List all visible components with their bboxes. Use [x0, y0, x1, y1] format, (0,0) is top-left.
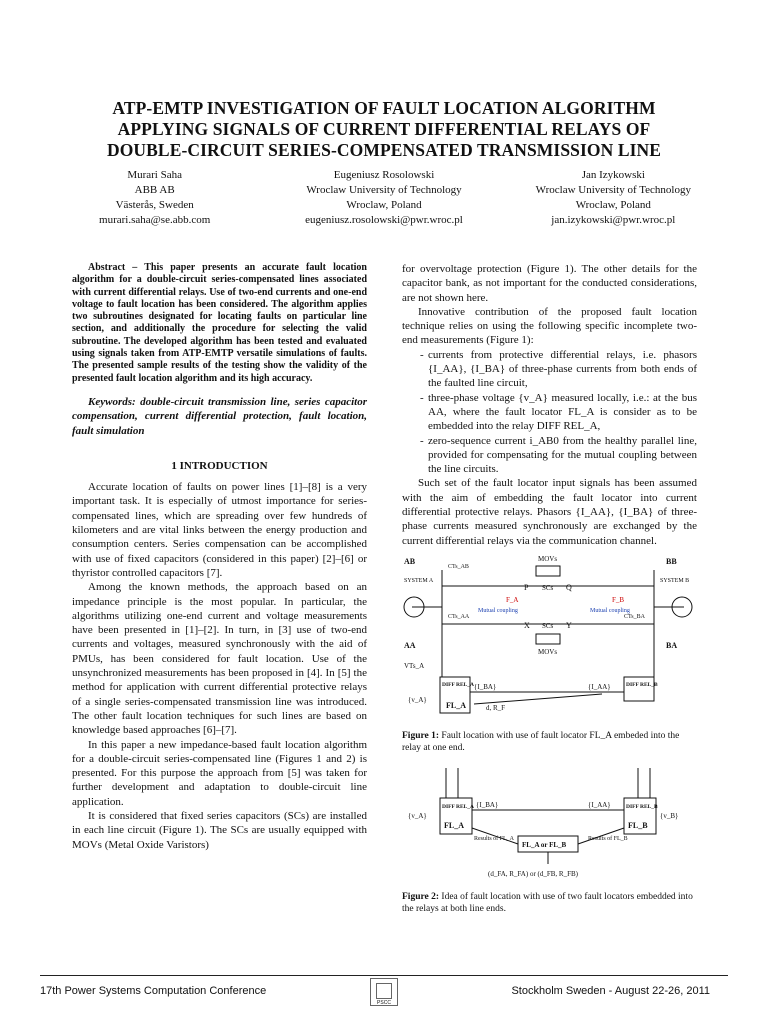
fault-label: F_B: [612, 595, 625, 604]
ct-label: CTs_AB: [448, 563, 469, 570]
coupling-label: Mutual coupling: [590, 607, 630, 614]
system-label: SYSTEM B: [660, 577, 690, 584]
result-label: d, R_F: [486, 703, 506, 712]
paragraph: In this paper a new impedance-based fault location algorithm for a double-circuit series-compensated line (Figures 1 and 2) is presented. For this purpose the approach from [5] was taken for further development and adaptation to double-circuit line application.: [72, 738, 367, 808]
author-3: Jan Izykowski Wroclaw University of Technology Wroclaw, Poland jan.izykowski@pwr.wroc.pl: [535, 169, 691, 226]
list-item: - currents from protective differential relays, i.e. phasors {I_AA}, {I_BA} of three-phase currents from both ends of the faulted line circuit,: [420, 348, 697, 390]
figure-2-caption: Figure 2: Idea of fault location with use of two fault locators embedded into the relays at both line ends.: [402, 891, 693, 914]
node-label: P: [524, 582, 529, 592]
output-label: (d_FA, R_FA) or (d_FB, R_FB): [488, 870, 578, 879]
result-label: Results of FL_A: [474, 836, 515, 843]
footer-conference: 17th Power Systems Computation Conference: [40, 985, 267, 997]
figure-1-caption: Figure 1: Fault location with use of fault locator FL_A embeded into the relay at one end.: [402, 731, 680, 754]
relay-label: DIFF REL_A: [442, 804, 475, 811]
phasor-label: {I_BA}: [474, 682, 497, 691]
result-label: Results of FL_B: [588, 836, 628, 843]
bus-label: BA: [666, 640, 678, 650]
center-label: FL_A or FL_B: [522, 841, 567, 850]
node-label: Y: [566, 620, 572, 630]
figure-1-diagram: [402, 552, 697, 724]
relay-label: DIFF REL_B: [626, 804, 658, 811]
paper-title: ATP-EMTP INVESTIGATION OF FAULT LOCATION ALGORITHM APPLYING SIGNALS OF CURRENT DIFFERENTIAL RELAYS OF DOUBLE-CIRCUIT SERIES-COMPENSATED TRANSMISSION LINE: [106, 98, 662, 160]
footer-location: Stockholm Sweden - August 22-26, 2011: [511, 985, 710, 997]
system-label: SYSTEM A: [404, 577, 434, 584]
ct-label: CTs_BA: [624, 613, 645, 620]
mov-label: MOVs: [538, 554, 558, 563]
voltage-label: {v_A}: [408, 812, 427, 821]
locator-label: FL_A: [446, 700, 466, 710]
voltage-label: {v_B}: [660, 812, 679, 821]
bus-label: AB: [404, 556, 416, 566]
author-2: Eugeniusz Rosolowski Wroclaw University of Technology Wroclaw, Poland eugeniusz.rosolowski@pwr.wroc.pl: [305, 169, 463, 226]
bus-label: AA: [404, 640, 416, 650]
footer-divider: [40, 975, 728, 976]
paragraph: for overvoltage protection (Figure 1). The other details for the capacitor bank, as not important for the conducted considerations, are not shown here.: [402, 263, 697, 304]
mov-label: MOVs: [538, 647, 558, 656]
left-column: [72, 262, 367, 852]
list-item: - zero-sequence current i_AB0 from the healthy parallel line, provided for compensating for the mutual coupling between the line circuits.: [420, 434, 697, 476]
relay-label: DIFF REL_B: [626, 681, 658, 688]
node-label: Q: [566, 582, 572, 592]
sc-label: SCs: [542, 583, 554, 592]
paragraph: Accurate location of faults on power lines [1]–[8] is a very important task. It is especially of utmost importance for series-compensated lines, which are spreading over few hundreds of kilometers and are vital links between the energy production and consumption centers. Series compensation can be accomplished with use of fixed capacitors (considered in this paper) [2]–[6] or thyristor controlled capacitors [7].: [72, 481, 367, 579]
ct-label: CTs_AA: [448, 613, 470, 620]
locator-label: FL_A: [444, 821, 464, 831]
vt-label: VTs_A: [404, 661, 425, 670]
pscc-logo-icon: PSCC: [370, 978, 398, 1006]
author-block: [40, 168, 728, 228]
figure-2-diagram: [402, 758, 697, 884]
node-label: X: [524, 620, 530, 630]
figure-1: [402, 552, 697, 754]
paragraph: Such set of the fault locator input signals has been assumed with the aim of embedding the fault locator into current differential protective relays. Phasors {I_AA}, {I_BA} of three-phase currents measured synchronously are exchanged by the current differential relays via the communication channel.: [402, 477, 697, 547]
paragraph: Innovative contribution of the proposed fault location technique relies on using the following specific incomplete two-end measurements (Figure 1):: [402, 305, 697, 347]
bus-label: BB: [666, 556, 677, 566]
paragraph: It is considered that fixed series capacitors (SCs) are installed in each line circuit (Figure 1). The SCs are usually equipped with MOVs (Metal Oxide Varistors): [72, 809, 367, 851]
locator-label: FL_B: [628, 821, 648, 831]
keywords: Keywords: double-circuit transmission line, series capacitor compensation, current differential protection, fault location, fault simulation: [72, 395, 367, 437]
phasor-label: {I_AA}: [588, 682, 611, 691]
author-1: Murari Saha ABB AB Västerås, Sweden murari.saha@se.abb.com: [99, 169, 211, 226]
voltage-label: {v_A}: [408, 695, 427, 704]
phasor-label: {I_BA}: [476, 801, 499, 810]
section-heading: 1 INTRODUCTION: [171, 459, 268, 472]
relay-label: DIFF REL_A: [442, 681, 475, 688]
sc-label: SCs: [542, 621, 554, 630]
right-column: [402, 262, 697, 915]
abstract: Abstract – This paper presents an accurate fault location algorithm for a double-circuit series-compensated lines associated with current differential relays. Use of two-end currents and one-end voltage to fault location has been considered. The algorithm applies two subroutines designated for locating faults on particular line section, and additionally the procedure for selecting the valid subroutine. The developed algorithm has been tested and evaluated using signals taken from ATP-EMTP versatile simulations of faults. The presented sample results of the testing show the validity of the presented fault location algorithm and its high accuracy.: [72, 262, 367, 384]
fault-label: F_A: [506, 595, 519, 604]
paragraph: Among the known methods, the approach based on an impedance principle is the most popular. In particular, the algorithms utilizing one-end current and voltage measurements have been presented in [1]–[2]. In turn, in [3] use of two-end currents and voltages, measured synchronously with the aid of PMUs, has been considered for fault location. Use of the unsynchronized measurements has been proposed in [4]. In [5] the method for application with current differential protective relays of a single series-compensated transmission line was introduced. The other fault location techniques for such lines are based on knowledge based approaches [6]–[7].: [72, 581, 367, 737]
figure-2: [402, 758, 697, 914]
list-item: - three-phase voltage {v_A} measured locally, i.e.: at the bus AA, where the fault locator FL_A is consider as to be embedded into the relay DIFF REL_A,: [420, 391, 697, 433]
phasor-label: {I_AA}: [588, 801, 611, 810]
coupling-label: Mutual coupling: [478, 607, 518, 614]
